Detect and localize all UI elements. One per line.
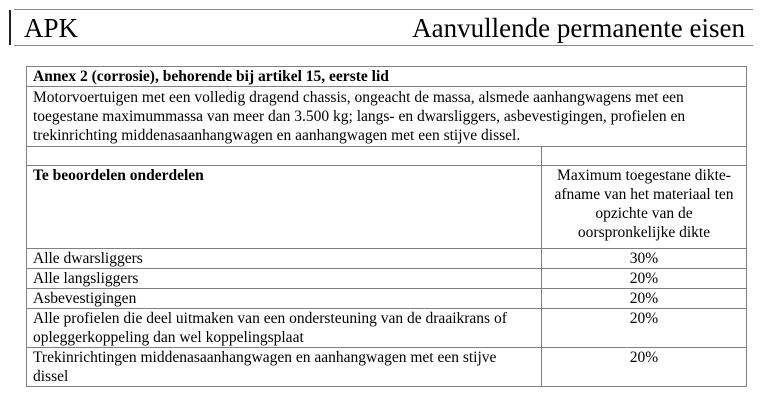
row-value: 20% [542, 309, 747, 348]
row-part: Alle langsliggers [27, 269, 542, 289]
table-row [27, 348, 747, 387]
row-part: Alle dwarsliggers [27, 249, 542, 269]
spacer-cell [27, 147, 542, 166]
header-left-bar [9, 10, 11, 45]
row-value: 20% [542, 289, 747, 309]
row-value: 20% [542, 348, 747, 387]
column-header-max-reduction: Maximum toegestane dikte-afname van het materiaal ten opzichte van de oorspronkelijke dikte [542, 166, 747, 249]
table-title: Annex 2 (corrosie), behorende bij artikel 15, eerste lid [27, 67, 747, 87]
table-row [27, 309, 747, 348]
corrosion-annex-table [26, 66, 747, 387]
table-spacer-row [27, 147, 747, 166]
row-value: 20% [542, 269, 747, 289]
table-description-row [27, 87, 747, 147]
header-bottom-rule [14, 45, 753, 46]
table-title-row [27, 67, 747, 87]
spacer-cell [542, 147, 747, 166]
table-row [27, 289, 747, 309]
row-part: Trekinrichtingen middenasaanhangwagen en aanhangwagen met een stijve dissel [27, 348, 542, 387]
table-row [27, 249, 747, 269]
row-value: 30% [542, 249, 747, 269]
page-header [9, 9, 753, 46]
row-part: Asbevestigingen [27, 289, 542, 309]
header-top-rule [14, 9, 753, 10]
column-header-part: Te beoordelen onderdelen [27, 166, 542, 249]
row-part: Alle profielen die deel uitmaken van een ondersteuning van de draaikrans of opleggerkoppeling dan wel koppelingsplaat [27, 309, 542, 348]
table-description: Motorvoertuigen met een volledig dragend chassis, ongeacht de massa, alsmede aanhangwagens met een toegestane maximummassa van meer dan 3.500 kg; langs- en dwarsliggers, asbevestigingen, profielen en trekinrichting middenasaanhangwagen en aanhangwagen met een stijve dissel. [27, 87, 747, 147]
table-row [27, 269, 747, 289]
header-left-title: APK [24, 13, 79, 43]
header-right-title: Aanvullende permanente eisen [412, 13, 745, 43]
table-header-row [27, 166, 747, 249]
